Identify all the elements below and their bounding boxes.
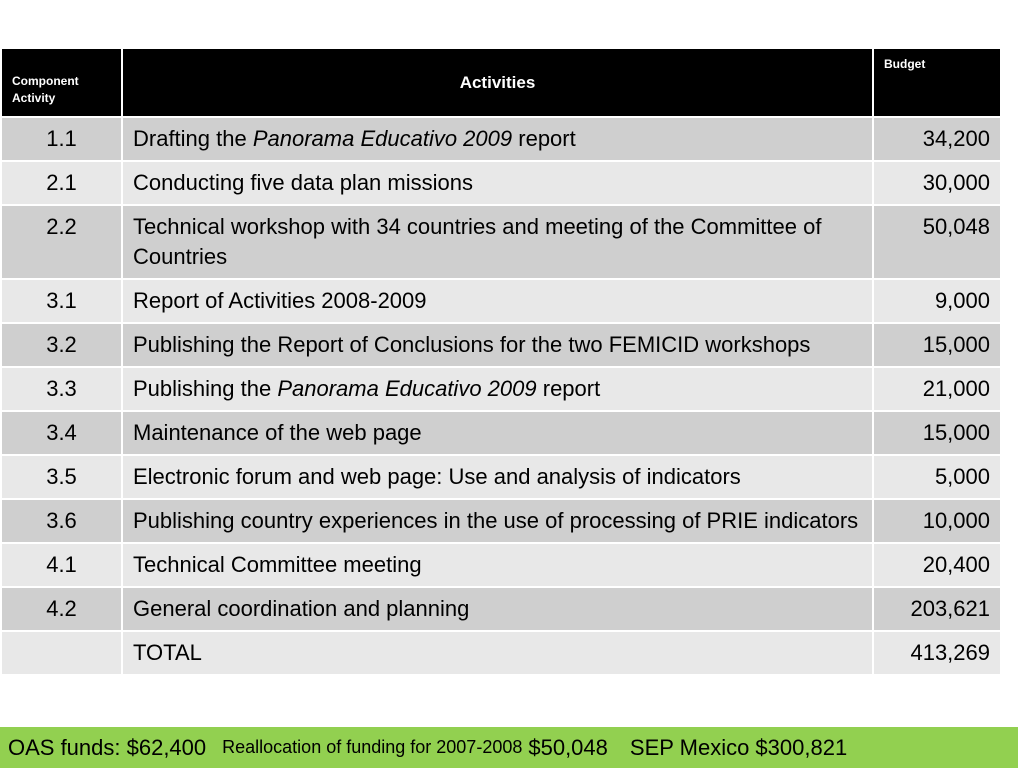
- activity-cell: [122, 411, 873, 455]
- component-cell: 2.1: [1, 161, 122, 205]
- budget-cell: 10,000: [873, 499, 1001, 543]
- activity-cell: [122, 455, 873, 499]
- component-cell: 3.4: [1, 411, 122, 455]
- activity-cell: [122, 323, 873, 367]
- budget-cell: 203,621: [873, 587, 1001, 631]
- component-header-line1: Component: [12, 74, 79, 88]
- total-label: TOTAL: [122, 631, 873, 675]
- table-row: [1, 455, 1001, 499]
- reallocation-label: Reallocation of funding for 2007-2008: [222, 737, 523, 757]
- component-cell: 1.1: [1, 117, 122, 161]
- budget-cell: 15,000: [873, 411, 1001, 455]
- activity-text: Technical workshop with 34 countries and meeting of the Committee of Countries: [133, 214, 822, 269]
- activity-cell: [122, 117, 873, 161]
- budget-table: [0, 47, 1002, 676]
- activities-header: Activities: [122, 48, 873, 117]
- activity-cell: [122, 499, 873, 543]
- activity-text-suffix: report: [512, 126, 576, 151]
- activity-text: General coordination and planning: [133, 596, 470, 621]
- activity-text: Technical Committee meeting: [133, 552, 422, 577]
- sep-mexico-funds: SEP Mexico $300,821: [629, 734, 848, 760]
- activity-text: Drafting the: [133, 126, 253, 151]
- budget-cell: 20,400: [873, 543, 1001, 587]
- table-row: [1, 117, 1001, 161]
- activity-cell: [122, 543, 873, 587]
- component-cell: 3.2: [1, 323, 122, 367]
- component-header-line2: Activity: [12, 91, 56, 106]
- total-row: [1, 631, 1001, 675]
- table-row: [1, 205, 1001, 279]
- budget-cell: 50,048: [873, 205, 1001, 279]
- activity-text-suffix: report: [536, 376, 601, 401]
- budget-cell: 15,000: [873, 323, 1001, 367]
- budget-cell: 30,000: [873, 161, 1001, 205]
- activity-cell: [122, 587, 873, 631]
- component-cell: 3.5: [1, 455, 122, 499]
- component-cell: 4.2: [1, 587, 122, 631]
- activity-italic-title: Panorama Educativo 2009: [252, 126, 513, 151]
- budget-cell: 9,000: [873, 279, 1001, 323]
- activity-text: Report of Activities 2008-2009: [133, 288, 427, 313]
- total-budget: 413,269: [873, 631, 1001, 675]
- table-header-row: [1, 48, 1001, 117]
- activity-text: Publishing the: [133, 376, 278, 401]
- table-row: [1, 323, 1001, 367]
- reallocation-amount: $50,048: [528, 734, 608, 760]
- table-row: [1, 587, 1001, 631]
- table-row: [1, 499, 1001, 543]
- budget-header: Budget: [873, 48, 1001, 117]
- activity-cell: [122, 205, 873, 279]
- table-row: [1, 411, 1001, 455]
- budget-cell: 5,000: [873, 455, 1001, 499]
- activity-italic-title: Panorama Educativo 2009: [277, 376, 537, 401]
- component-cell: 2.2: [1, 205, 122, 279]
- funding-summary-bar: [0, 727, 1018, 768]
- activity-cell: [122, 161, 873, 205]
- activity-cell: [122, 367, 873, 411]
- oas-funds: OAS funds: $62,400: [8, 734, 207, 760]
- activity-cell: [122, 279, 873, 323]
- table-row: [1, 279, 1001, 323]
- activity-text: Electronic forum and web page: Use and analysis of indicators: [133, 464, 741, 489]
- table-row: [1, 367, 1001, 411]
- component-cell: 4.1: [1, 543, 122, 587]
- table-row: [1, 161, 1001, 205]
- component-cell: 3.6: [1, 499, 122, 543]
- component-cell: [1, 631, 122, 675]
- component-cell: 3.1: [1, 279, 122, 323]
- budget-cell: 34,200: [873, 117, 1001, 161]
- budget-cell: 21,000: [873, 367, 1001, 411]
- component-activity-header: [1, 48, 122, 117]
- activity-text: Publishing the Report of Conclusions for the two FEMICID workshops: [133, 332, 811, 357]
- activity-text: Publishing country experiences in the use of processing of PRIE indicators: [133, 508, 859, 533]
- component-cell: 3.3: [1, 367, 122, 411]
- activity-text: Maintenance of the web page: [133, 420, 422, 445]
- activity-text: Conducting five data plan missions: [133, 170, 473, 195]
- table-row: [1, 543, 1001, 587]
